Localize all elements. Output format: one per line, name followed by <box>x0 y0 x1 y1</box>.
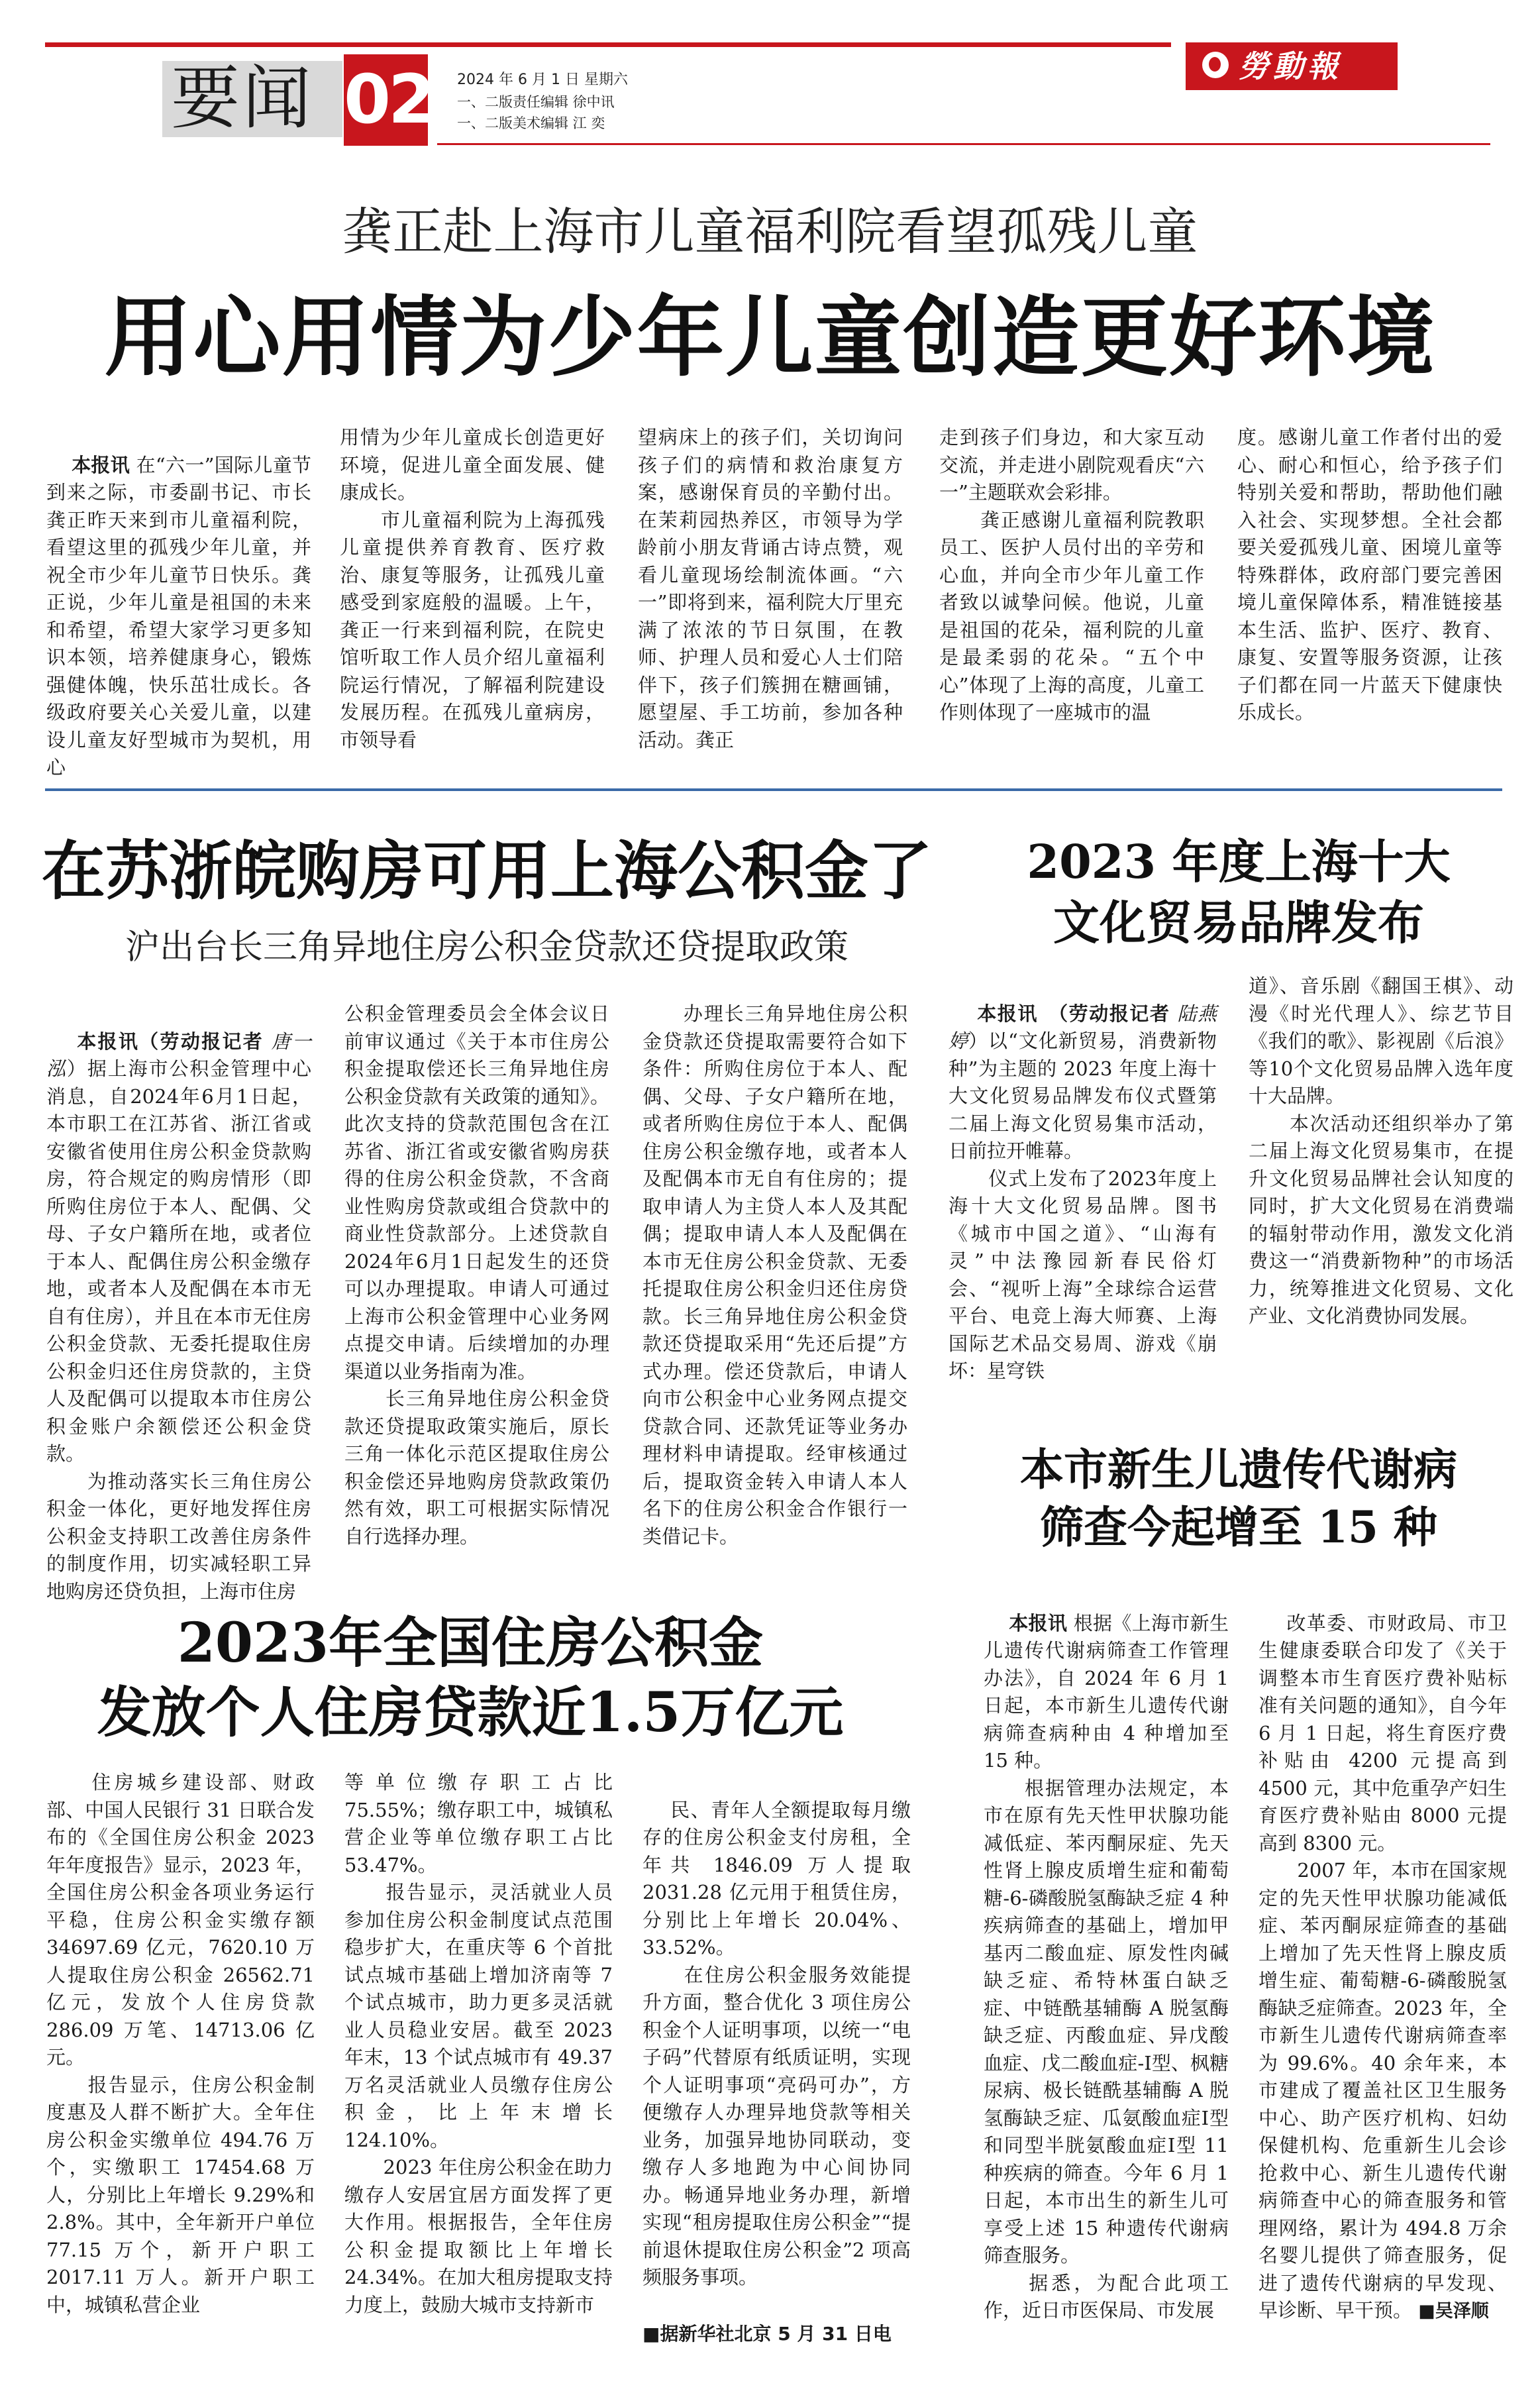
story4-headline-line-2: 发放个人住房贷款近1.5万亿元 <box>97 1681 844 1744</box>
story4-column-3: 民、青年人全额提取每月缴存的住房公积金支付房租，全年共 1846.09 万人提取 2031.28 亿元用于租赁住房，分别比上年增长 20.04%、33.52%。 在住房公积金服务效能提升方面，整合优化 3 项住房公积金个人证明事项，以统一“电子码”代替原有纸质证明，实现个人证明事项“亮码可办”，方便缴存人办理异地贷款等相关业务，加强异地协同联动，变缴存人多地跑为中心间协同办。畅通异地业务办理，新增实现“租房提取住房公积金”“提前退休提取住房公积金”2 项高频服务事项。 ■据新华社北京 5 月 31 日电 <box>642 1769 911 2403</box>
story4-column-2: 等单位缴存职工占比 75.55%；缴存职工中，城镇私营企业等单位缴存职工占比 53.47%。 报告显示，灵活就业人员参加住房公积金制度试点范围稳步扩大，在重庆等 6 个首批试点城市基础上增加济南等 7 个试点城市，助力更多灵活就业人员稳业安居。截至 2023 年末，13 个试点城市有 49.37 万名灵活就业人员缴存住房公积金，比上年末增长 124.10%。 2023 年住房公积金在助力缴存人安居宜居方面发挥了更大作用。根据报告，全年住房公积金提取额比上年增长 24.34%。在加大租房提取支持力度上，鼓励大城市支持新市 <box>344 1771 613 2316</box>
story1-kicker: 龚正赴上海市儿童福利院看望孤残儿童 <box>342 202 1198 261</box>
story5-byline: ■吴泽顺 <box>1418 2301 1489 2322</box>
story5-column-1: 本报讯 根据《上海市新生儿遗传代谢病筛查工作管理办法》，自 2024 年 6 月 1 日起，本市新生儿遗传代谢病筛查病种由 4 种增加至 15 种。 根据管理办法规定，本市在原有先天性甲状腺功能减低症、苯丙酮尿症、先天性肾上腺皮质增生症和葡萄糖-6-磷酸脱氢酶缺乏症 4 种疾病筛查的基础上，增加甲基丙二酸血症、原发性肉碱缺乏症、希特林蛋白缺乏症、中链酰基辅酶 A 脱氢酶缺乏症、丙酸血症、异戊酸血症、戊二酸血症-Ⅰ型、枫糖尿病、极长链酰基辅酶 A 脱氢酶缺乏症、瓜氨酸血症Ⅰ型和同型半胱氨酸血症Ⅰ型 11 种疾病的筛查。今年 6 月 1 日起，本市出生的新生儿可享受上述 15 种遗传代谢病筛查服务。 据悉，为配合此项工作，近日市医保局、市发展 <box>984 1611 1229 2322</box>
story3-lead: 本报讯 （劳动报记者 <box>977 1002 1170 1025</box>
story1-lead: 本报讯 <box>72 453 130 476</box>
story3-column-1: 本报讯 （劳动报记者 陆燕婷）以“文化新贸易，消费新物种”为主题的 2023 年度上海十大文化贸易品牌发布仪式暨第二届上海文化贸易集市活动，日前拉开帷幕。 仪式上发布了2023年度上海十大文化贸易品牌。图书《城市中国之道》、“山海有灵”中法豫园新春民俗灯会、“视听上海”全球综合运营平台、电竞上海大师赛、上海国际艺术品交易周、游戏《崩坏：星穹铁 <box>949 1002 1217 1382</box>
story2-lead: 本报讯（劳动报记者 <box>77 1030 264 1053</box>
story4-headline-line-1: 2023年全国住房公积金 <box>177 1611 764 1675</box>
section-label: 要闻 <box>171 58 315 138</box>
editor-line-2: 一、二版美术编辑 江 奕 <box>457 115 605 131</box>
story3-headline-line-1: 2023 年度上海十大 <box>1027 834 1451 889</box>
story5-headline-line-2: 筛查今起增至 15 种 <box>1040 1501 1437 1553</box>
story2-column-3: 办理长三角异地住房公积金贷款还贷提取需要符合如下条件：所购住房位于本人、配偶、父母、子女户籍所在地，或者所购住房位于本人、配偶住房公积金缴存地，或者本人及配偶本市无自有住房的；提取申请人为主贷人本人及其配偶；提取申请人本人及配偶在本市无住房公积金贷款、无委托提取住房公积金归还住房贷款。长三角异地住房公积金贷款还贷提取采用“先还后提”方式办理。偿还贷款后，申请人向市公积金中心业务网点提交贷款合同、还款凭证等业务办理材料申请提取。经审核通过后，提取资金转入申请人本人名下的住房公积金合作银行一类借记卡。 <box>642 1002 907 1548</box>
masthead-bottom-rule <box>437 143 1490 145</box>
story4-source: ■据新华社北京 5 月 31 日电 <box>642 2323 892 2345</box>
story2-byline: 唐一泓 <box>46 1030 311 1080</box>
story2-subheadline: 沪出台长三角异地住房公积金贷款还贷提取政策 <box>125 928 848 967</box>
story1-column-1: 本报讯 在“六一”国际儿童节到来之际，市委副书记、市长龚正昨天来到市儿童福利院，看望这里的孤残少年儿童，并祝全市少年儿童节日快乐。龚正说，少年儿童是祖国的未来和希望，希望大家学习更多知识本领，培养健康身心，锻炼强健体魄，快乐茁壮成长。各级政府要关心关爱儿童，以建设儿童友好型城市为契机，用心 <box>46 453 312 778</box>
story1-headline: 用心用情为少年儿童创造更好环境 <box>104 286 1436 389</box>
story2-headline: 在苏浙皖购房可用上海公积金了 <box>42 833 932 908</box>
story3-column-2: 道》、音乐剧《翻国王棋》、动漫《时光代理人》、综艺节目《我们的歌》、影视剧《后浪》等10个文化贸易品牌入选年度十大品牌。 本次活动还组织举办了第二届上海文化贸易集市，在提升文化贸易品牌社会认知度的同时，扩大文化贸易在消费端的辐射带动作用，激发文化消费这一“消费新物种”的市场活力，统筹推进文化贸易、文化产业、文化消费协同发展。 <box>1249 975 1514 1327</box>
masthead-top-rule <box>45 42 1171 47</box>
paper-logo-icon <box>1202 52 1229 78</box>
story5-column-2: 改革委、市财政局、市卫生健康委联合印发了《关于调整本市生育医疗费补贴标准有关问题的通知》，自今年 6 月 1 日起，将生育医疗费补贴由 4200 元提高到 4500 元，其中危重孕产妇生育医疗费补贴由 8000 元提高到 8300 元。 2007 年，本市在国家规定的先天性甲状腺功能减低症、苯丙酮尿症筛查的基础上增加了先天性肾上腺皮质增生症、葡萄糖-6-磷酸脱氢酶缺乏症筛查。2023 年，全市新生儿遗传代谢病筛查率为 99.6%。40 余年来，本市建成了覆盖社区卫生服务中心、助产医疗机构、妇幼保健机构、危重新生儿会诊抢救中心、新生儿遗传代谢病筛查中心的筛查服务和管理网络，累计为 494.8 万余名婴儿提供了筛查服务，促进了遗传代谢病的早发现、早诊断、早干预。 ■吴泽顺 <box>1258 1611 1507 2322</box>
story2-column-1: 本报讯（劳动报记者 唐一泓）据上海市公积金管理中心消息，自2024年6月1日起，本市职工在江苏省、浙江省或安徽省使用住房公积金贷款购房，符合规定的购房情形（即所购住房位于本人、配偶、父母、子女户籍所在地，或者位于本人、配偶住房公积金缴存地，或者本人及配偶在本市无自有住房），并且在本市无住房公积金贷款、无委托提取住房公积金归还住房贷款的，主贷人及配偶可以提取本市住房公积金账户余额偿还公积金贷款。 为推动落实长三角住房公积金一体化，更好地发挥住房公积金支持职工改善住房条件的制度作用，切实减轻职工异地购房还贷负担，上海市住房 <box>46 1030 311 1603</box>
story1-column-2: 用情为少年儿童成长创造更好环境，促进儿童全面发展、健康成长。 市儿童福利院为上海孤残儿童提供养育教育、医疗救治、康复等服务，让孤残儿童感受到家庭般的温暖。上午，龚正一行来到福利院，在院史馆听取工作人员介绍儿童福利院运行情况，了解福利院建设发展历程。在孤残儿童病房，市领导看 <box>340 426 605 751</box>
story5-headline-line-1: 本市新生儿遗传代谢病 <box>1020 1444 1457 1495</box>
issue-date: 2024 年 6 月 1 日 星期六 <box>457 72 628 88</box>
section-divider <box>45 788 1502 791</box>
editor-line-1: 一、二版责任编辑 徐中讯 <box>457 94 615 110</box>
story4-column-1: 住房城乡建设部、财政部、中国人民银行 31 日联合发布的《全国住房公积金 2023 年年度报告》显示，2023 年，全国住房公积金各项业务运行平稳，住房公积金实缴存额 34697.69 亿元，7620.10 万人提取住房公积金 26562.71 亿元，发放个人住房贷款 286.09 万笔、14713.06 亿元。 报告显示，住房公积金制度惠及人群不断扩大。全年住房公积金实缴单位 494.76 万个，实缴职工 17454.68 万人，分别比上年增长 9.29%和 2.8%。其中，全年新开户单位 77.15 万个，新开户职工 2017.11 万人。新开户职工中，城镇私营企业 <box>46 1771 315 2316</box>
paper-logo-text: 勞動報 <box>1239 48 1342 84</box>
page-number: 02 <box>344 60 433 139</box>
story1-column-4: 走到孩子们身边，和大家互动交流，并走进小剧院观看庆“六一”主题联欢会彩排。 龚正感谢儿童福利院教职员工、医护人员付出的辛劳和心血，并向全市少年儿童工作者致以诚挚问候。他说，儿童是祖国的花朵，福利院的儿童是最柔弱的花朵。“五个中心”体现了上海的高度，儿童工作则体现了一座城市的温 <box>939 426 1204 723</box>
story3-byline: 陆燕婷 <box>949 1002 1217 1052</box>
story3-headline-line-2: 文化贸易品牌发布 <box>1053 895 1424 950</box>
story2-column-2: 公积金管理委员会全体会议日前审议通过《关于本市住房公积金提取偿还长三角异地住房公积金贷款有关政策的通知》。此次支持的贷款范围包含在江苏省、浙江省或安徽省购房获得的住房公积金贷款，不含商业性购房贷款或组合贷款中的商业性贷款部分。上述贷款自2024年6月1日起发生的还贷可以办理提取。申请人可通过上海市公积金管理中心业务网点提交申请。后续增加的办理渠道以业务指南为准。 长三角异地住房公积金贷款还贷提取政策实施后，原长三角一体化示范区提取住房公积金偿还异地购房贷款政策仍然有效，职工可根据实际情况自行选择办理。 <box>344 1002 609 1548</box>
story1-column-5: 度。感谢儿童工作者付出的爱心、耐心和恒心，给予孩子们特别关爱和帮助，帮助他们融入社会、实现梦想。全社会都要关爱孤残儿童、困境儿童等特殊群体，政府部门要完善困境儿童保障体系，精准链接基本生活、监护、医疗、教育、康复、安置等服务资源，让孩子们都在同一片蓝天下健康快乐成长。 <box>1237 426 1502 723</box>
story1-column-3: 望病床上的孩子们，关切询问孩子们的病情和救治康复方案，感谢保育员的辛勤付出。在茉莉园热养区，市领导为学龄前小朋友背诵古诗点赞，观看儿童现场绘制流体画。“六一”即将到来，福利院大厅里充满了浓浓的节日氛围，在教师、护理人员和爱心人士们陪伴下，孩子们簇拥在糖画铺，愿望屋、手工坊前，参加各种活动。龚正 <box>638 426 903 751</box>
story5-lead: 本报讯 <box>1009 1611 1068 1634</box>
